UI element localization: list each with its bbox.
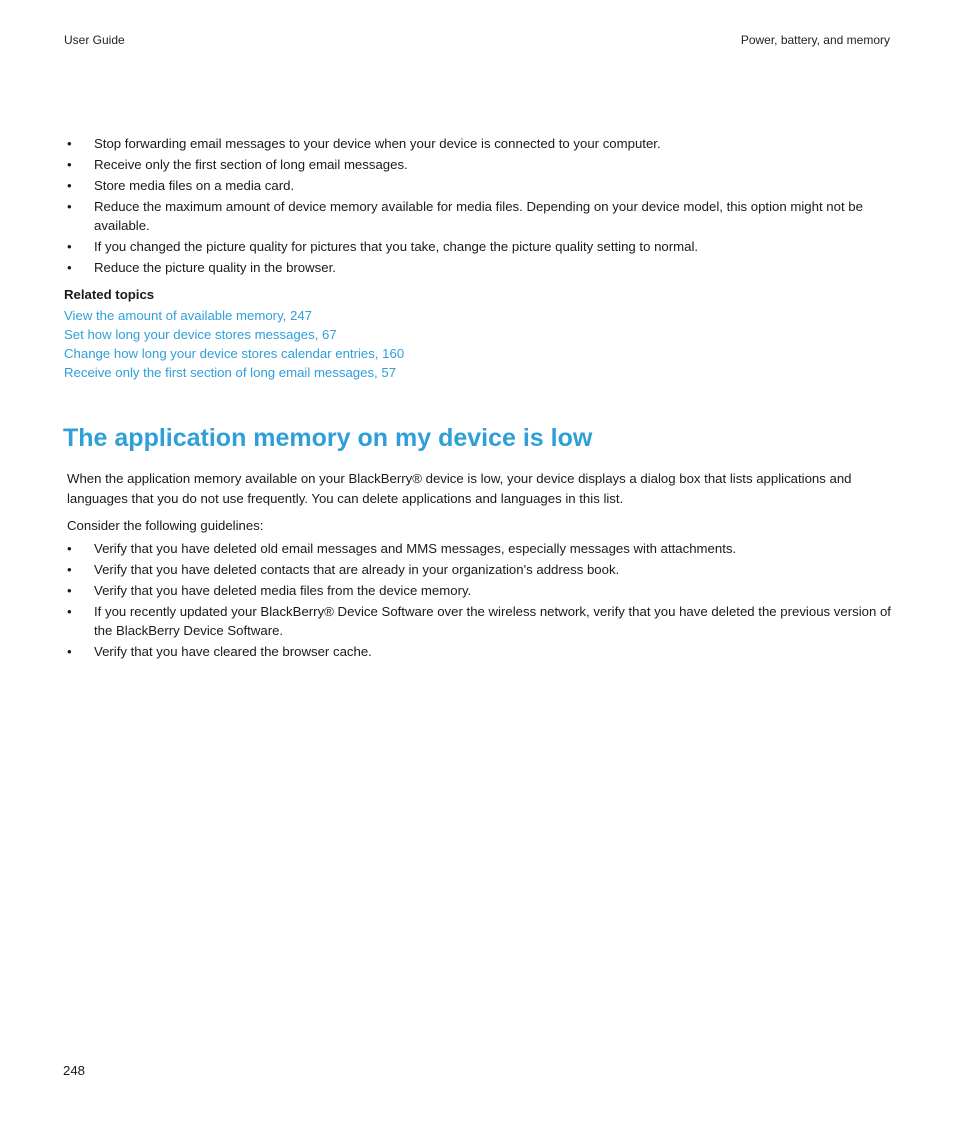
- list-item: [64, 560, 894, 579]
- list-item: [64, 237, 894, 256]
- list-item-text: Store media files on a media card.: [94, 178, 295, 193]
- related-topics-heading: Related topics: [64, 287, 155, 302]
- list-item: [64, 176, 894, 195]
- list-item-text: Verify that you have cleared the browser cache.: [94, 644, 372, 659]
- list-item: [64, 134, 894, 153]
- list-item-text: Verify that you have deleted media files from the device memory.: [94, 583, 472, 598]
- list-item-text: Verify that you have deleted old email messages and MMS messages, especially messages with attachments.: [94, 541, 737, 556]
- bullet: •: [67, 136, 72, 151]
- bullet: •: [67, 260, 72, 275]
- list-item: [64, 602, 894, 640]
- bullet: •: [67, 583, 72, 598]
- bullet: •: [67, 604, 72, 619]
- list-item-text: Verify that you have deleted contacts that are already in your organization's address book.: [94, 562, 620, 577]
- list-item: [64, 642, 894, 661]
- list-item: [64, 155, 894, 174]
- page-number: 248: [63, 1063, 86, 1078]
- list-item-text: If you changed the picture quality for pictures that you take, change the picture quality setting to normal.: [94, 239, 699, 254]
- list-item-text: Reduce the picture quality in the browser.: [94, 260, 336, 275]
- related-link-first-section[interactable]: Receive only the first section of long email messages, 57: [64, 365, 397, 380]
- bullet: •: [67, 644, 72, 659]
- list-item: [64, 581, 894, 600]
- section-title: The application memory on my device is low: [63, 424, 593, 452]
- related-link-available-memory[interactable]: View the amount of available memory, 247: [64, 308, 313, 323]
- guidelines-label: Consider the following guidelines:: [67, 518, 264, 533]
- list-item-text: Receive only the first section of long email messages.: [94, 157, 408, 172]
- header-section-title: Power, battery, and memory: [740, 33, 890, 47]
- list-item-text: Stop forwarding email messages to your device when your device is connected to your computer.: [94, 136, 661, 151]
- list-item: [64, 197, 894, 235]
- list-item: [64, 539, 894, 558]
- list-item: [64, 258, 894, 277]
- memory-tips-list: [64, 134, 894, 279]
- list-item-text: Reduce the maximum amount of device memory available for media files. Depending on your device model, this option might not be available.: [94, 199, 863, 233]
- bullet: •: [67, 199, 72, 214]
- list-item-text: If you recently updated your BlackBerry® Device Software over the wireless network, verify that you have deleted the previous version of the BlackBerry Device Software.: [94, 604, 891, 638]
- section-intro: When the application memory available on your BlackBerry® device is low, your device displays a dialog box that lists applications and languages that you do not use frequently. You can delete applications and languages in this list.: [67, 471, 852, 506]
- header-guide-title: User Guide: [64, 33, 125, 47]
- bullet: •: [67, 239, 72, 254]
- bullet: •: [67, 541, 72, 556]
- guidelines-list: [64, 539, 894, 663]
- related-topics-links: [64, 306, 404, 382]
- related-link-message-storage[interactable]: Set how long your device stores messages, 67: [64, 327, 337, 342]
- bullet: •: [67, 157, 72, 172]
- related-link-calendar-storage[interactable]: Change how long your device stores calendar entries, 160: [64, 346, 405, 361]
- bullet: •: [67, 562, 72, 577]
- bullet: •: [67, 178, 72, 193]
